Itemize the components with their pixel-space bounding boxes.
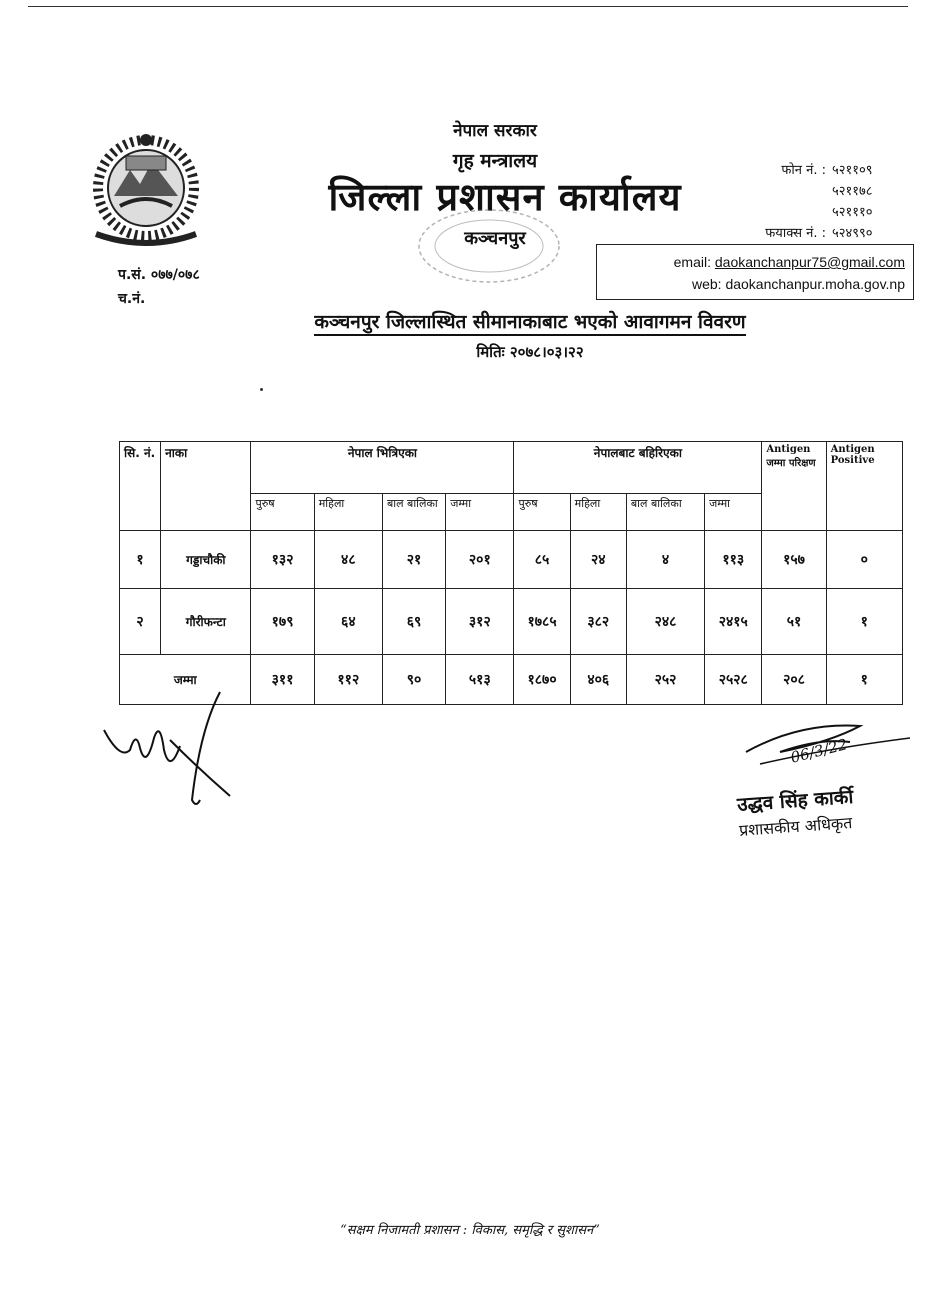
cell-out-female: ४०६ bbox=[570, 655, 626, 705]
phone-label: फोन नं. : bbox=[781, 163, 826, 178]
col-header-naka: नाका bbox=[161, 442, 251, 531]
cell-sn: १ bbox=[120, 531, 161, 589]
cell-antigen-positive: १ bbox=[826, 589, 902, 655]
handwritten-date: 06/3/22 bbox=[788, 735, 850, 767]
cell-out-child: २४८ bbox=[626, 589, 704, 655]
subheader-child: बाल बालिका bbox=[626, 494, 704, 531]
cell-out-total: २४१५ bbox=[705, 589, 762, 655]
cell-in-male: १७९ bbox=[251, 589, 314, 655]
top-edge-line bbox=[28, 6, 908, 7]
cell-in-child: ६९ bbox=[382, 589, 445, 655]
subheader-male: पुरुष bbox=[514, 494, 570, 531]
cell-in-total: २०१ bbox=[446, 531, 514, 589]
subheader-female: महिला bbox=[314, 494, 382, 531]
dispatch-number: च.नं. bbox=[118, 291, 146, 307]
government-name: नेपाल सरकार bbox=[453, 121, 537, 141]
cell-naka: गौरीफन्टा bbox=[161, 589, 251, 655]
fax-number: ५२४९९० bbox=[832, 226, 873, 241]
subheader-total: जम्मा bbox=[705, 494, 762, 531]
cell-antigen-positive: ० bbox=[826, 531, 902, 589]
cell-antigen-test: १५७ bbox=[762, 531, 826, 589]
cell-in-child: ९० bbox=[382, 655, 445, 705]
table-row bbox=[120, 531, 903, 589]
cell-in-female: ४८ bbox=[314, 531, 382, 589]
cell-in-female: ११२ bbox=[314, 655, 382, 705]
cell-naka: गड्डाचौकी bbox=[161, 531, 251, 589]
cell-out-female: २४ bbox=[570, 531, 626, 589]
scan-speck bbox=[260, 388, 263, 391]
cell-in-total: ५१३ bbox=[446, 655, 514, 705]
district-name: कञ्चनपुर bbox=[464, 228, 526, 249]
cell-out-child: २५२ bbox=[626, 655, 704, 705]
cell-total-label: जम्मा bbox=[120, 655, 251, 705]
subheader-male: पुरुष bbox=[251, 494, 314, 531]
cell-in-female: ६४ bbox=[314, 589, 382, 655]
cell-out-child: ४ bbox=[626, 531, 704, 589]
cell-out-total: ११३ bbox=[705, 531, 762, 589]
document-date: मितिः २०७८।०३।२२ bbox=[476, 343, 584, 361]
cell-out-male: ८५ bbox=[514, 531, 570, 589]
fax-label: फयाक्स नं. : bbox=[765, 226, 826, 241]
left-signature-icon bbox=[100, 690, 240, 810]
web-contact-box bbox=[596, 244, 914, 300]
phone-number: ५२११७८ bbox=[832, 184, 873, 199]
cell-out-male: १७८५ bbox=[514, 589, 570, 655]
phone-number: ५२१११० bbox=[832, 205, 873, 220]
subheader-child: बाल बालिका bbox=[382, 494, 445, 531]
web-label: web: bbox=[691, 276, 722, 292]
footer-motto: “सक्षम निजामती प्रशासन : विकास, समृद्धि र सुशासन” bbox=[340, 1223, 600, 1238]
col-header-antigen-positive: Antigen Positive bbox=[826, 442, 902, 531]
table-row bbox=[120, 589, 903, 655]
col-group-entered: नेपाल भित्रिएका bbox=[251, 442, 514, 494]
subheader-total: जम्मा bbox=[446, 494, 514, 531]
subheader-female: महिला bbox=[570, 494, 626, 531]
cell-antigen-test: ५१ bbox=[762, 589, 826, 655]
office-name: जिल्ला प्रशासन कार्यालय bbox=[328, 174, 682, 219]
email-link[interactable]: daokanchanpur75@gmail.com bbox=[714, 254, 905, 270]
ministry-name: गृह मन्त्रालय bbox=[452, 150, 538, 172]
cell-out-male: १८७० bbox=[514, 655, 570, 705]
nepal-emblem-icon bbox=[86, 126, 206, 246]
web-address[interactable]: daokanchanpur.moha.gov.np bbox=[725, 276, 905, 292]
cell-sn: २ bbox=[120, 589, 161, 655]
cell-in-total: ३१२ bbox=[446, 589, 514, 655]
officer-designation: प्रशासकीय अधिकृत bbox=[738, 813, 853, 840]
cell-antigen-positive: १ bbox=[826, 655, 902, 705]
contact-block bbox=[724, 160, 894, 244]
cell-in-child: २१ bbox=[382, 531, 445, 589]
cell-out-total: २५२८ bbox=[705, 655, 762, 705]
document-title-text: कञ्चनपुर जिल्लास्थित सीमानाकाबाट भएको आवागमन विवरण bbox=[314, 311, 745, 336]
email-label: email: bbox=[673, 254, 711, 270]
cell-antigen-test: २०८ bbox=[762, 655, 826, 705]
reference-block bbox=[118, 263, 200, 311]
cell-out-female: ३८२ bbox=[570, 589, 626, 655]
reference-number: प.सं. ०७७/०७८ bbox=[118, 267, 200, 283]
officer-name: उद्धव सिंह कार्की bbox=[736, 785, 854, 817]
document-title bbox=[200, 308, 860, 334]
border-movement-table bbox=[119, 441, 903, 705]
cell-in-male: ३११ bbox=[251, 655, 314, 705]
col-header-sn: सि. नं. bbox=[120, 442, 161, 531]
col-header-antigen-test: Antigen जम्मा परिक्षण bbox=[762, 442, 826, 531]
col-group-exited: नेपालबाट बहिरिएका bbox=[514, 442, 762, 494]
table-header-row bbox=[120, 442, 903, 494]
cell-in-male: १३२ bbox=[251, 531, 314, 589]
phone-number: ५२११०९ bbox=[832, 163, 873, 178]
